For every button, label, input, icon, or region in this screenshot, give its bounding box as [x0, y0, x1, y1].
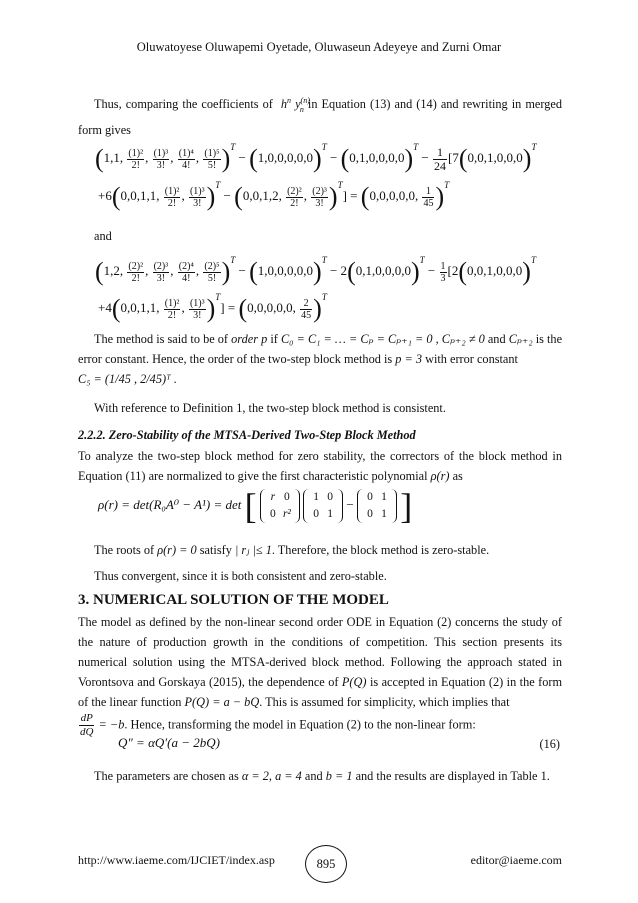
running-header: Oluwatoyese Oluwapemi Oyetade, Oluwaseun Adeyeye and Zurni Omar: [136, 40, 502, 54]
order-paragraph: The method is said to be of order p if C₀ = C₁ = … = Cₚ = Cₚ₊₁ = 0 , Cₚ₊₂ ≠ 0 and Cₚ₊₂ is the error constant. Hence, the order of the two-step block method is p = 3 with error constant C₅ = (1/45 , 2/45)ᵀ .: [78, 332, 563, 386]
matrix-b: 1 0 0 1: [303, 489, 343, 523]
equation-b-line-1: (1,2, $\frac{\text{(2)²}}{2!}$ , $\frac{\text{(2)³}}{3!}$ , $\frac{\text{(2)⁴}}{4!}$ , $\frac{\text{(2)⁵}}{5!}$ )$^T - (1,0,0,0,0,0)^T - 2(0,1,0,0,0,0)^T$ − $\frac{1}{3}$ [$2(0,0,1,0,0,0)^T$: [95, 255, 536, 287]
journal-url-link[interactable]: http://www.iaeme.com/IJCIET/index.asp: [78, 853, 275, 867]
order-condition: C₀ = C₁ = … = Cₚ = Cₚ₊₁ = 0 , Cₚ₊₂ ≠ 0: [280, 332, 485, 346]
equation-a-line-1: (1,1, $\frac{\text{(1)²}}{2!}$ , $\frac{\text{(1)³}}{3!}$ , $\frac{\text{(1)⁴}}{4!}$ , $\frac{\text{(1)⁵}}{5!}$ )$^T - (1,0,0,0,0,0)^T - (0,1,0,0,0,0)^T$ − $\frac{1}{24}$ [$7(0,0,1,0,0,0)^T$: [95, 142, 537, 174]
y-symbol: y: [295, 97, 301, 112]
rho-symbol: ρ(r): [430, 469, 450, 483]
section-heading: 3. NUMERICAL SOLUTION OF THE MODEL: [78, 592, 389, 608]
parameters-paragraph: The parameters are chosen as α = 2, a = 4 and b = 1 and the results are displayed in Table 1.: [94, 769, 550, 783]
order-p-term: order p: [231, 332, 268, 346]
editor-email-link[interactable]: editor@iaeme.com: [470, 853, 562, 867]
equation-16-number: (16): [539, 737, 560, 751]
characteristic-polynomial-equation: ρ(r) = det(R₀A⁰ − A¹) = det [ r 0 0 r² 1 0 0 1 − 0 1 0 1 ]: [98, 486, 413, 526]
order-value: p = 3: [395, 352, 422, 366]
consistent-paragraph: With reference to Definition 1, the two-step block method is consistent.: [94, 401, 446, 415]
zero-stability-paragraph: To analyze the two-step block method for zero stability, the correctors of the block method in Equation (11) are normalized to give the first characteristic polynomial ρ(r) as: [78, 449, 562, 483]
equation-b-line-2: +4(0,0,1,1, $\frac{\text{(1)²}}{2!}$ , $\frac{\text{(1)³}}{3!}$ )$^T$] = (0,0,0,0,0, $\frac{2}{45}$ )$^T$: [98, 292, 327, 324]
intro-text-1: Thus, comparing the coefficients of: [94, 97, 273, 112]
matrix-a: r 0 0 r²: [260, 489, 300, 523]
equation-16: Q″ = αQ′(a − 2bQ): [118, 735, 220, 750]
intro-text-2: in Equation (13) and (14) and rewriting in merged form gives: [78, 97, 562, 137]
h-symbol: h: [280, 97, 288, 112]
equation-a-line-2: +6(0,0,1,1, $\frac{\text{(1)²}}{2!}$ , $\frac{\text{(1)³}}{3!}$ )$^T$ − (0,0,1,2, $\frac{\text{(2)²}}{2!}$ , $\frac{\text{(2)³}}{3!}$ )$^T$] = (0,0,0,0,0, $\frac{1}{45}$ )$^T$: [98, 180, 450, 212]
intro-paragraph: Thus, comparing the coefficients of $h^n$ $y^{(n)}_n$ in Equation (13) and (14) and rewriting in merged form gives: [78, 96, 562, 137]
error-constant: C₅ = (1/45 , 2/45)ᵀ .: [78, 372, 177, 386]
matrix-c: 0 1 0 1: [357, 489, 397, 523]
dpdq-fraction: $\frac{dP}{dQ}$: [80, 712, 94, 738]
section-paragraph: The model as defined by the non-linear second order ODE in Equation (2) concerns the study of the nature of production growth in the conditions of competition. This section presents its numerical solution using the MTSA-derived block method. Following the approach stated in Vorontsova and Gorskaya (2015), the dependence of P(Q) is accepted in Equation (2) in the form of the linear function P(Q) = a − bQ. This is assumed for simplicity, which implies that $\frac{dP}{dQ}$ = −b. Hence, transforming the model in Equation (2) to the non-linear form:: [78, 615, 563, 738]
and-label: and: [94, 229, 112, 243]
convergent-paragraph: Thus convergent, since it is both consistent and zero-stable.: [94, 569, 387, 583]
subsection-heading: 2.2.2. Zero-Stability of the MTSA-Derived Two-Step Block Method: [78, 428, 416, 442]
roots-paragraph: The roots of ρ(r) = 0 satisfy | rⱼ |≤ 1. Therefore, the block method is zero-stable.: [94, 543, 490, 557]
page-number: 895: [305, 845, 347, 883]
